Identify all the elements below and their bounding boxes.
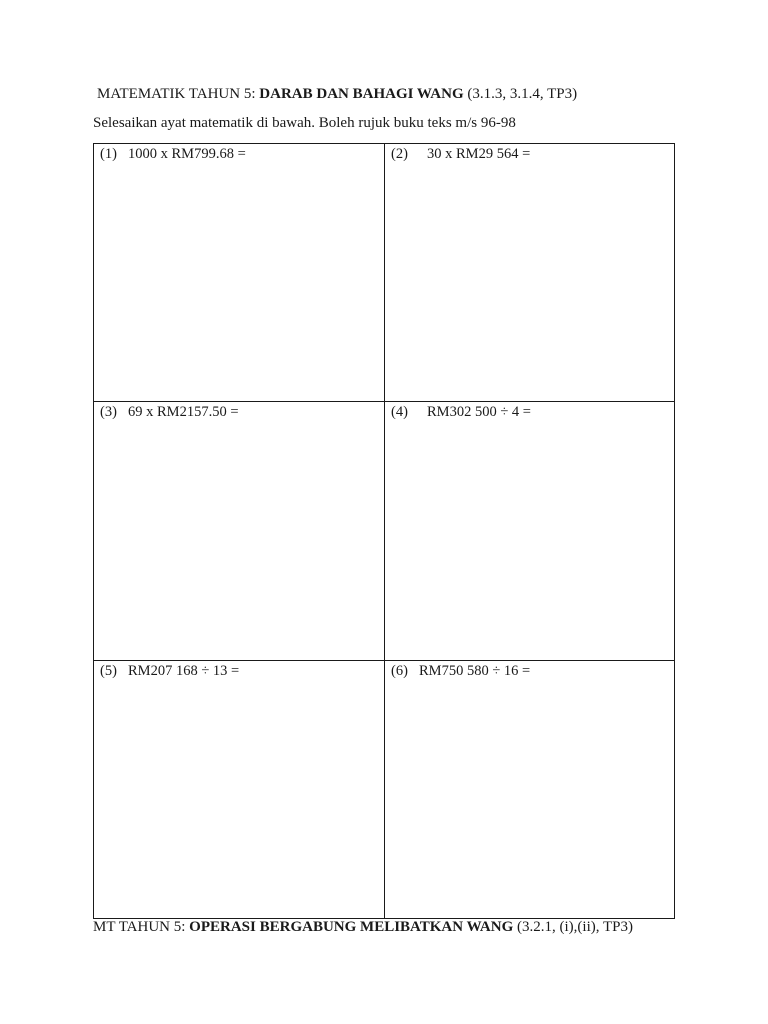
next-section-heading [93,919,633,936]
question-cell-1[interactable] [94,144,385,402]
question-number: (6) [391,663,408,679]
footer-heading-topic: OPERASI BERGABUNG MELIBATKAN WANG [189,919,514,935]
heading-prefix: MATEMATIK TAHUN 5: [97,86,260,102]
question-cell-2[interactable] [385,144,675,402]
question-6 [391,663,530,680]
question-5 [100,663,239,680]
worksheet-heading [97,86,577,103]
question-4 [391,404,531,421]
question-number: (2) [391,146,408,162]
question-number: (4) [391,404,408,420]
question-number: (1) [100,146,117,162]
question-number: (3) [100,404,117,420]
question-text: RM750 580 ÷ 16 = [419,663,531,679]
heading-topic: DARAB DAN BAHAGI WANG [259,86,464,102]
question-text: 1000 x RM799.68 = [128,146,246,162]
question-cell-4[interactable] [385,402,675,661]
question-number: (5) [100,663,117,679]
instruction-text: Selesaikan ayat matematik di bawah. Boleh rujuk buku teks m/s 96-98 [93,115,516,131]
question-cell-5[interactable] [94,661,385,918]
question-text: RM302 500 ÷ 4 = [427,404,531,420]
question-text: 30 x RM29 564 = [427,146,531,162]
heading-codes: (3.1.3, 3.1.4, TP3) [463,86,578,102]
footer-heading-prefix: MT TAHUN 5: [93,919,190,935]
question-cell-3[interactable] [94,402,385,661]
question-text: 69 x RM2157.50 = [128,404,239,420]
question-1 [100,146,246,163]
footer-heading-codes: (3.2.1, (i),(ii), TP3) [513,919,633,935]
question-cell-6[interactable] [385,661,675,918]
question-3 [100,404,239,421]
question-2 [391,146,530,163]
question-text: RM207 168 ÷ 13 = [128,663,240,679]
question-grid [93,143,675,919]
